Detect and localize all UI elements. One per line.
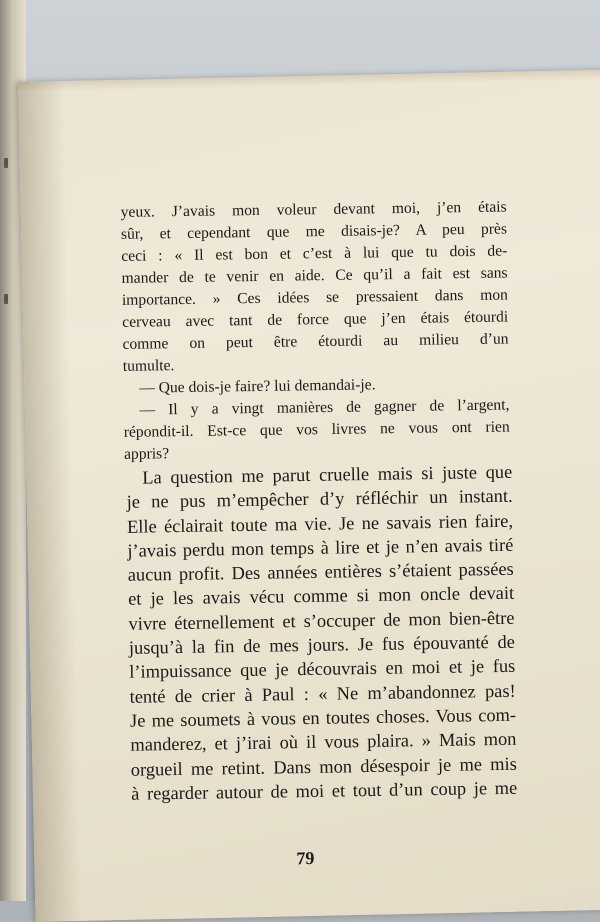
text-line: je ne pus m’empêcher d’y réfléchir un instant.	[126, 486, 513, 513]
text-line: répondit-il. Est-ce que vos livres ne vous ont rien	[123, 418, 510, 441]
text-line: appris?	[123, 445, 170, 463]
page-edge-mark	[4, 294, 8, 304]
text-line: mander de te venir en aide. Ce qu’il a fait est sans	[121, 264, 508, 287]
page-text	[121, 194, 520, 806]
text-line: — Que dois-je faire? lui demandai-je.	[139, 376, 376, 397]
text-line: — Il y a vingt manières de gagner de l’argent,	[139, 396, 510, 419]
text-line: à regarder autour de moi et tout d’un coup je me	[131, 777, 518, 804]
text-section-bottom	[126, 460, 517, 806]
text-line: jusqu’à la fin de mes jours. Je fus épouvanté de	[128, 631, 516, 658]
text-line: aucun profit. Des années entières s’étaient passées	[127, 558, 514, 585]
text-line: orgueil me retint. Dans mon désespoir je me mis	[130, 753, 517, 780]
text-line: manderez, et j’irai où il vous plaira. » Mais mon	[130, 728, 517, 756]
text-line: ceci : « Il est bon et c’est à lui que tu dois de-	[121, 242, 508, 265]
text-line: sûr, et cependant que me disais-je? A peu près	[120, 220, 508, 243]
text-section-top	[121, 196, 511, 465]
text-line: l’impuissance que je découvrais en moi et je fus	[129, 656, 516, 683]
text-line: Je me soumets à vous en toutes choses. Vous com-	[129, 704, 517, 731]
text-line: j’avais perdu mon temps à lire et je n’en avais tiré	[127, 534, 514, 561]
text-line: yeux. J’avais mon voleur devant moi, j’en étais	[120, 198, 507, 221]
text-line: vivre éternellement et s’occuper de mon bien-être	[128, 607, 515, 634]
text-line: cerveau avec tant de force que j’en étais étourdi	[122, 308, 509, 331]
text-line: Elle éclairait toute ma vie. Je ne savais rien faire,	[126, 510, 514, 537]
page-number: 79	[296, 847, 315, 869]
text-line: La question me parut cruelle mais si juste que	[142, 461, 513, 488]
text-line: importance. » Ces idées se pressaient dans mon	[121, 286, 508, 309]
page-edge-mark	[4, 158, 8, 168]
text-line: comme on peut être étourdi au milieu d’un	[122, 330, 509, 353]
text-line: tenté de crier à Paul : « Ne m’abandonnez pas!	[129, 680, 516, 707]
text-line: tumulte.	[122, 357, 175, 375]
book-page	[18, 70, 600, 922]
page-gutter-shadow	[18, 81, 82, 922]
text-line: et je les avais vécu comme si mon oncle devait	[128, 583, 515, 610]
